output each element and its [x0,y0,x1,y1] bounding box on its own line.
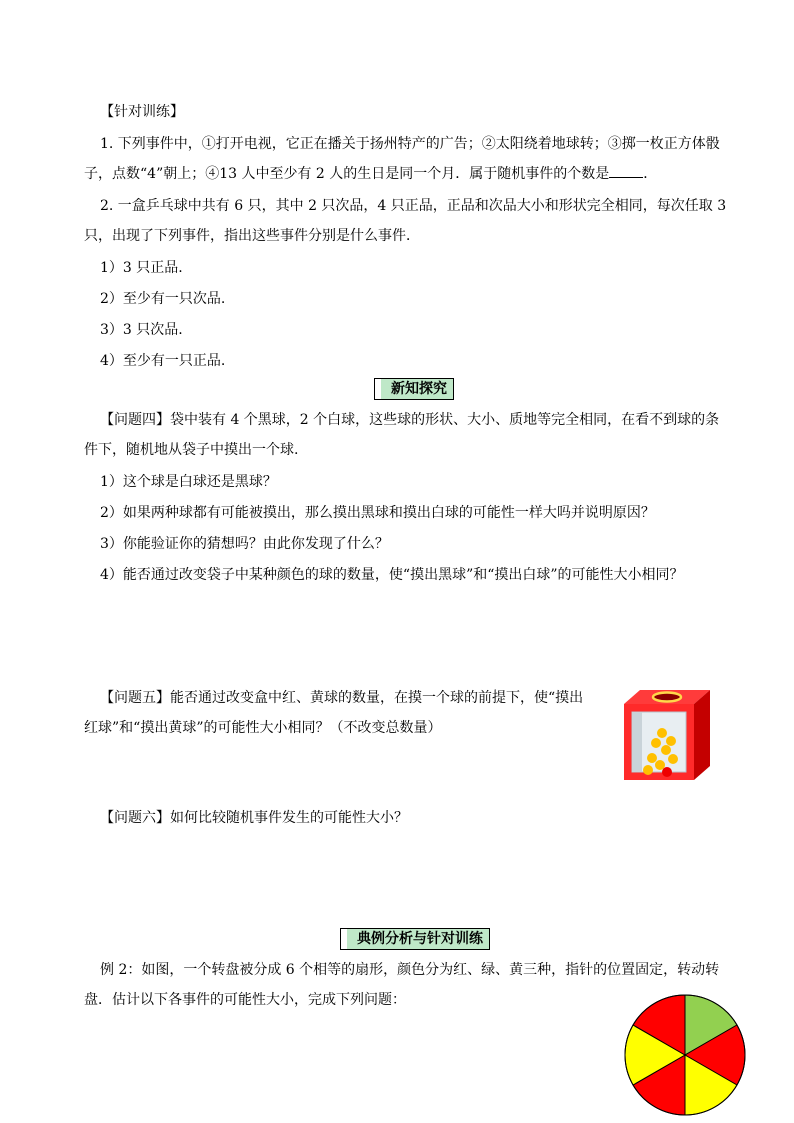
p4-line2: 件下，随机地从袋子中摸出一个球. [84,442,299,458]
p4-item: 1）这个球是白球还是黑球？ [100,474,277,490]
ex2-line2: 盘．估计以下各事件的可能性大小，完成下列问题： [84,992,406,1008]
banner-examples: 典例分析与针对训练 [340,928,490,950]
yellow-ball [666,736,676,746]
p4-item: 4）能否通过改变袋子中某种颜色的球的数量，使“摸出黑球”和“摸出白球”的可能性大小相同？ [100,567,684,583]
box-opening [653,693,681,702]
ball-box-illustration [618,686,712,782]
p4-line1: 【问题四】袋中装有 4 个黑球，2 个白球，这些球的形状、大小、质地等完全相同，在看不到球的条 [100,412,720,428]
q2-line1: 2. 一盒乒乓球中共有 6 只，其中 2 只次品，4 只正品，正品和次品大小和形状完全相同，每次任取 3 [100,198,727,214]
p4-item: 3）你能验证你的猜想吗？由此你发现了什么？ [100,536,389,552]
spinner-illustration [623,993,747,1117]
red-ball [662,767,672,777]
p4-item: 2）如果两种球都有可能被摸出，那么摸出黑球和摸出白球的可能性一样大吗并说明原因？ [100,505,655,521]
p5-line2: 红球”和“摸出黄球”的可能性大小相同？（不改变总数量） [84,720,442,736]
q2-line2: 只，出现了下列事件，指出这些事件分别是什么事件． [84,228,420,244]
q1-line2-end: ． [643,166,658,182]
yellow-ball [651,738,661,748]
yellow-ball [668,754,678,764]
q1-line2-text: 子，点数“4”朝上；④13 人中至少有 2 人的生日是同一个月．属于随机事件的个数是 [84,166,610,182]
yellow-ball [647,753,657,763]
yellow-ball [657,728,667,738]
yellow-ball [661,745,671,755]
box-side [694,690,710,780]
q2-item: 1）3 只正品. [100,260,183,276]
ex2-line1: 例 2：如图，一个转盘被分成 6 个相等的扇形，颜色分为红、绿、黄三种，指针的位置固定，转动转 [100,962,720,978]
answer-blank [609,163,643,178]
box-window-shade [632,712,642,772]
q1-line1: 1. 下列事件中，①打开电视，它正在播关于扬州特产的广告；②太阳绕着地球转；③掷一枚正方体骰 [100,136,720,152]
section-title: 【针对训练】 [100,104,184,120]
yellow-ball [643,765,653,775]
p5-line1: 【问题五】能否通过改变盒中红、黄球的数量，在摸一个球的前提下，使“摸出 [100,690,584,706]
p6-line: 【问题六】如何比较随机事件发生的可能性大小？ [100,810,408,826]
q2-item: 4）至少有一只正品. [100,353,226,369]
q2-item: 3）3 只次品. [100,322,183,338]
banner-new-knowledge: 新知探究 [374,378,454,400]
q1-line2 [84,163,657,184]
q2-item: 2）至少有一只次品. [100,291,226,307]
